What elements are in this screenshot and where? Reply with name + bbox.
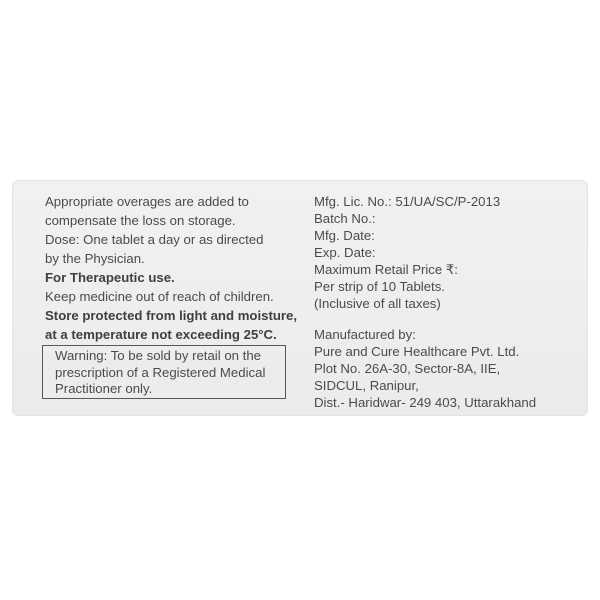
per-strip: Per strip of 10 Tablets. (314, 279, 445, 294)
warning-line-2: prescription of a Registered Medical (55, 364, 266, 380)
manufacturer-heading: Manufactured by: (314, 327, 416, 342)
inclusive-taxes: (Inclusive of all taxes) (314, 296, 441, 311)
storage-line-1: Store protected from light and moisture, (45, 308, 298, 323)
mfg-licence: Mfg. Lic. No.: 51/UA/SC/P-2013 (314, 194, 501, 209)
manufacturer-district: Dist.- Haridwar- 249 403, Uttarakhand (314, 395, 537, 410)
keep-out-of-reach: Keep medicine out of reach of children. (45, 289, 274, 304)
manufacturer-area: SIDCUL, Ranipur, (314, 378, 419, 393)
mfg-date: Mfg. Date: (314, 228, 375, 243)
warning-line-1: Warning: To be sold by retail on the (55, 348, 261, 363)
overages-line-2: compensate the loss on storage. (45, 213, 236, 228)
exp-date: Exp. Date: (314, 245, 376, 260)
warning-line-3: Practitioner only. (55, 381, 153, 396)
manufacturer-plot: Plot No. 26A-30, Sector-8A, IIE, (314, 361, 501, 376)
batch-details (314, 193, 584, 411)
manufacturer-name: Pure and Cure Healthcare Pvt. Ltd. (314, 344, 520, 359)
overages-line-1: Appropriate overages are added to (45, 194, 249, 209)
dose-line-2: by the Physician. (45, 251, 145, 266)
spacer (314, 312, 584, 326)
dose-line-1: Dose: One tablet a day or as directed (45, 232, 264, 247)
warning-box (42, 345, 286, 399)
storage-line-2: at a temperature not exceeding 25°C. (45, 327, 277, 342)
medicine-label-strip (12, 180, 588, 416)
storage-instructions (45, 192, 305, 344)
batch-number: Batch No.: (314, 211, 376, 226)
max-retail-price: Maximum Retail Price ₹: (314, 262, 458, 277)
therapeutic-use: For Therapeutic use. (45, 270, 175, 285)
